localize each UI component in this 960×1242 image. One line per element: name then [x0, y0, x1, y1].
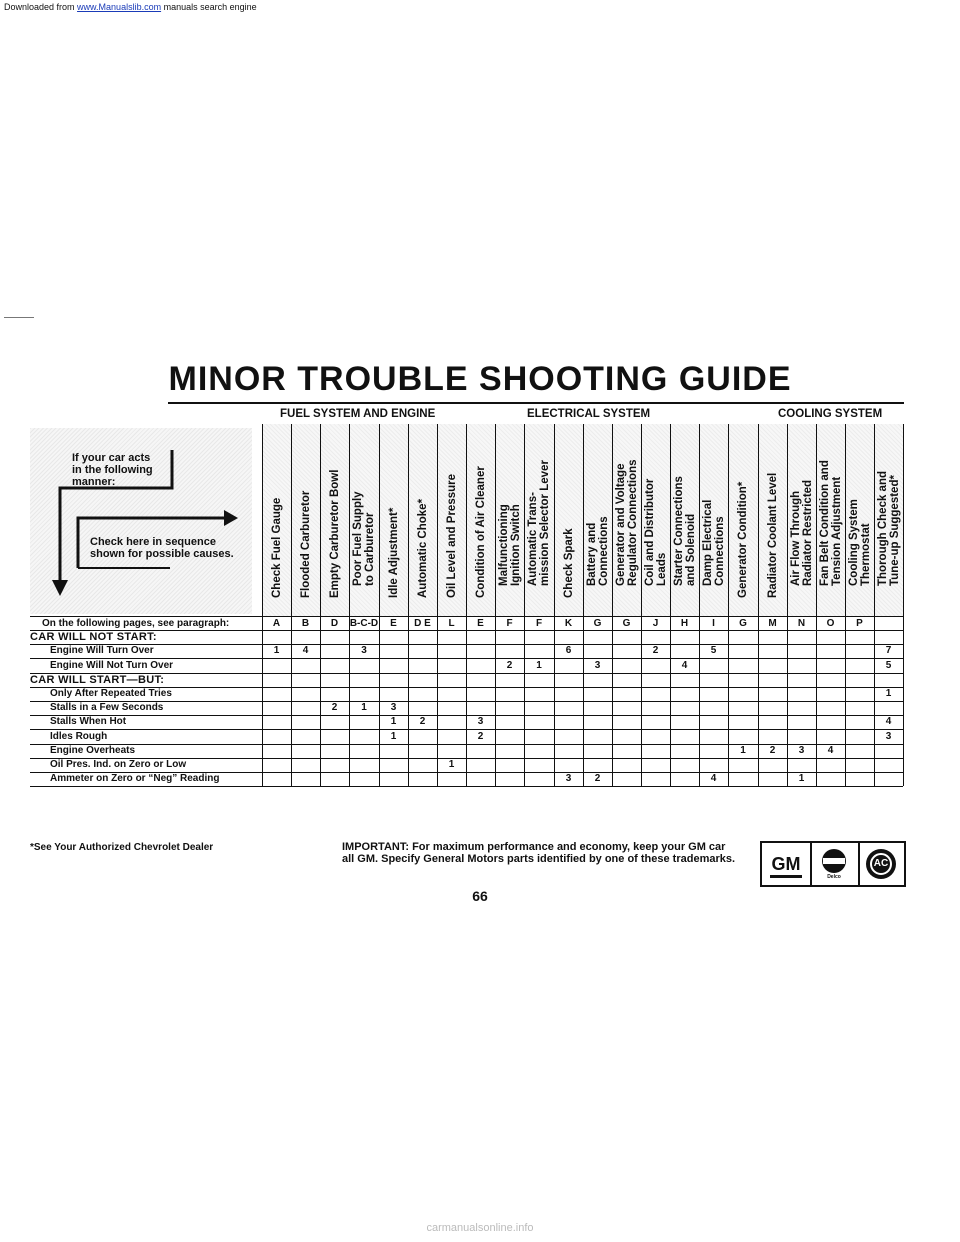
column-header — [845, 424, 874, 616]
column-header — [874, 424, 903, 616]
important-line-2: all GM. Specify General Motors parts identified by one of these trademarks. — [342, 853, 736, 865]
paragraph-ref: F — [535, 618, 543, 629]
column-header-label: Cooling System Thermostat — [847, 499, 872, 586]
sequence-number: 1 — [798, 773, 805, 784]
sequence-number: 1 — [740, 745, 746, 756]
column-header-label: Check Spark — [562, 528, 575, 598]
sequence-number: 3 — [885, 731, 892, 742]
row-label: Stalls When Hot — [50, 716, 127, 727]
column-header-label: Oil Level and Pressure — [445, 473, 458, 598]
page-title: MINOR TROUBLE SHOOTING GUIDE — [168, 360, 792, 398]
grid-line — [30, 786, 903, 787]
column-header-label: Generator and Voltage Regulator Connections — [614, 459, 639, 586]
sequence-number: 1 — [390, 731, 397, 742]
grid-line — [641, 424, 642, 786]
sequence-number: 1 — [536, 660, 542, 671]
banner-suffix: manuals search engine — [161, 2, 257, 12]
paragraph-ref: E — [390, 618, 397, 629]
sequence-number: 3 — [361, 645, 367, 656]
column-header-label: Malfunctioning Ignition Switch — [497, 504, 522, 586]
column-header-label: Check Fuel Gauge — [270, 497, 283, 598]
column-header — [437, 424, 466, 616]
grid-line — [30, 658, 903, 659]
column-header — [554, 424, 583, 616]
ac-logo-icon — [862, 847, 902, 881]
grid-line — [30, 715, 903, 716]
column-header-label: Radiator Coolant Level — [766, 472, 779, 598]
column-header-label: Condition of Air Cleaner — [474, 466, 487, 598]
column-header — [641, 424, 670, 616]
grid-line — [30, 772, 903, 773]
instruction-line-5: shown for possible causes. — [90, 548, 234, 560]
grid-line — [320, 424, 321, 786]
column-header-label: Battery and Connections — [585, 516, 610, 586]
row-label: Ammeter on Zero or “Neg” Reading — [50, 773, 220, 784]
grid-line — [874, 424, 875, 786]
column-header — [466, 424, 495, 616]
grid-line — [379, 424, 380, 786]
paragraph-ref: D E — [414, 618, 431, 629]
grid-line — [903, 424, 904, 786]
row-group-label: CAR WILL START—BUT: — [30, 674, 165, 686]
logo-divider — [810, 843, 812, 885]
paragraph-ref: L — [448, 618, 455, 629]
column-header-label: Automatic Trans- mission Selector Lever — [527, 460, 551, 586]
paragraph-ref: G — [593, 618, 602, 629]
grid-line — [816, 424, 817, 786]
column-header — [524, 424, 554, 616]
section-electrical: ELECTRICAL SYSTEM — [527, 408, 651, 420]
sequence-number: 4 — [681, 660, 688, 671]
grid-line — [30, 758, 903, 759]
grid-line — [30, 744, 903, 745]
grid-line — [30, 673, 903, 674]
paragraph-ref: M — [768, 618, 777, 629]
paragraph-ref: J — [652, 618, 659, 629]
column-header-label: Idle Adjustment* — [387, 507, 400, 598]
logo-divider — [858, 843, 860, 885]
column-header-label: Flooded Carburetor — [299, 490, 312, 598]
instruction-line-2: in the following — [72, 464, 153, 476]
row-label: Engine Will Not Turn Over — [50, 660, 174, 671]
manualslib-link[interactable]: www.Manualslib.com — [77, 2, 162, 12]
column-header — [349, 424, 379, 616]
grid-line — [524, 424, 525, 786]
column-header — [379, 424, 408, 616]
instruction-line-4: Check here in sequence — [90, 536, 216, 548]
column-header-label: Damp Electrical Connections — [701, 499, 726, 586]
sequence-number: 3 — [798, 745, 805, 756]
column-header — [612, 424, 641, 616]
sequence-number: 2 — [769, 745, 776, 756]
grid-line — [845, 424, 846, 786]
grid-line — [291, 424, 292, 786]
instruction-line-3: manner: — [72, 476, 116, 488]
column-header — [583, 424, 612, 616]
instruction-line-1: If your car acts — [72, 452, 151, 464]
row-label: Engine Will Turn Over — [50, 645, 154, 656]
sequence-number: 2 — [652, 645, 659, 656]
paragraph-ref: B — [301, 618, 310, 629]
column-header-label: Coil and Distributor Leads — [643, 478, 668, 586]
sequence-number: 7 — [885, 645, 892, 656]
column-header-label: Starter Connections and Solenoid — [672, 476, 697, 586]
sequence-number: 5 — [885, 660, 892, 671]
sequence-number: 2 — [594, 773, 601, 784]
column-header-label: Fan Belt Condition and Tension Adjustment — [818, 460, 843, 586]
sequence-number: 1 — [885, 688, 892, 699]
grid-line — [30, 729, 903, 730]
paragraph-ref: H — [680, 618, 689, 629]
column-header — [699, 424, 728, 616]
ac-text: AC — [870, 853, 892, 875]
paragraph-ref: B-C-D — [349, 618, 379, 629]
column-header-label: Poor Fuel Supply to Carburetor — [352, 491, 376, 586]
gm-logo-text: GM — [770, 853, 802, 878]
row-label: Idles Rough — [50, 731, 108, 742]
grid-line — [437, 424, 438, 786]
sequence-number: 5 — [710, 645, 717, 656]
dealer-footnote: *See Your Authorized Chevrolet Dealer — [30, 842, 214, 853]
column-header-label: Air Flow Through Radiator Restricted — [789, 479, 814, 586]
grid-line — [30, 687, 903, 688]
paragraph-ref: O — [826, 618, 835, 629]
delco-logo-icon — [814, 847, 854, 881]
row-label: Oil Pres. Ind. on Zero or Low — [50, 759, 187, 770]
grid-line — [30, 701, 903, 702]
paragraph-ref: N — [797, 618, 806, 629]
sequence-number: 1 — [361, 702, 367, 713]
grid-line — [787, 424, 788, 786]
grid-line — [30, 644, 903, 645]
sequence-number: 4 — [885, 716, 892, 727]
column-header — [262, 424, 291, 616]
important-note — [342, 841, 735, 865]
bottom-watermark: carmanualsonline.info — [426, 1222, 534, 1234]
column-header — [728, 424, 758, 616]
grid-line — [699, 424, 700, 786]
paragraph-ref: G — [622, 618, 631, 629]
sequence-number: 2 — [331, 702, 338, 713]
paragraph-ref: P — [856, 618, 863, 629]
sequence-number: 4 — [710, 773, 717, 784]
column-header — [408, 424, 437, 616]
grid-line — [670, 424, 671, 786]
column-header-label: Thorough Check and Tune-up Suggested* — [876, 471, 901, 586]
gm-logo-icon — [766, 847, 806, 881]
column-header — [787, 424, 816, 616]
row-group-label: CAR WILL NOT START: — [30, 631, 157, 643]
column-header — [495, 424, 524, 616]
grid-line — [554, 424, 555, 786]
column-header — [758, 424, 787, 616]
grid-line — [30, 630, 903, 631]
sequence-number: 1 — [273, 645, 280, 656]
grid-line — [758, 424, 759, 786]
grid-line — [30, 616, 903, 617]
grid-line — [495, 424, 496, 786]
column-header-label: Generator Condition* — [737, 481, 749, 598]
paragraph-ref: E — [477, 618, 484, 629]
sequence-number: 3 — [594, 660, 601, 671]
row-label: Only After Repeated Tries — [50, 688, 172, 699]
sequence-number: 2 — [477, 731, 484, 742]
grid-line — [262, 424, 263, 786]
sequence-number: 1 — [448, 759, 455, 770]
paragraph-ref: K — [564, 618, 573, 629]
sequence-number: 1 — [390, 716, 397, 727]
column-header — [670, 424, 699, 616]
grid-line — [728, 424, 729, 786]
section-fuel: FUEL SYSTEM AND ENGINE — [280, 408, 436, 420]
paragraph-ref: A — [272, 618, 281, 629]
paragraph-ref: D — [330, 618, 339, 629]
grid-line — [612, 424, 613, 786]
column-header-label: Automatic Choke* — [416, 498, 429, 598]
grid-line — [349, 424, 350, 786]
section-cooling: COOLING SYSTEM — [778, 408, 883, 420]
grid-line — [466, 424, 467, 786]
paragraph-ref: F — [506, 618, 513, 629]
grid-line — [408, 424, 409, 786]
paragraph-ref: G — [739, 618, 747, 629]
page-number: 66 — [472, 888, 488, 904]
paragraph-ref: I — [712, 618, 715, 629]
sequence-number: 6 — [565, 645, 572, 656]
banner-prefix: Downloaded from — [4, 2, 78, 12]
sequence-number: 4 — [827, 745, 834, 756]
grid-line — [583, 424, 584, 786]
row-label: Stalls in a Few Seconds — [50, 702, 164, 713]
column-header — [291, 424, 320, 616]
important-line-1: IMPORTANT: For maximum performance and economy, keep your GM car — [342, 841, 726, 853]
sequence-number: 4 — [302, 645, 309, 656]
column-header-label: Empty Carburetor Bowl — [328, 469, 341, 598]
sequence-number: 3 — [477, 716, 484, 727]
trademark-logos — [760, 841, 906, 887]
delco-text: Delco — [827, 874, 841, 880]
column-header — [816, 424, 845, 616]
paragraph-label: On the following pages, see paragraph: — [42, 618, 230, 629]
sequence-number: 3 — [565, 773, 572, 784]
sequence-number: 3 — [390, 702, 397, 713]
column-header — [320, 424, 349, 616]
row-label: Engine Overheats — [50, 745, 136, 756]
sequence-number: 2 — [419, 716, 426, 727]
sequence-number: 2 — [506, 660, 513, 671]
